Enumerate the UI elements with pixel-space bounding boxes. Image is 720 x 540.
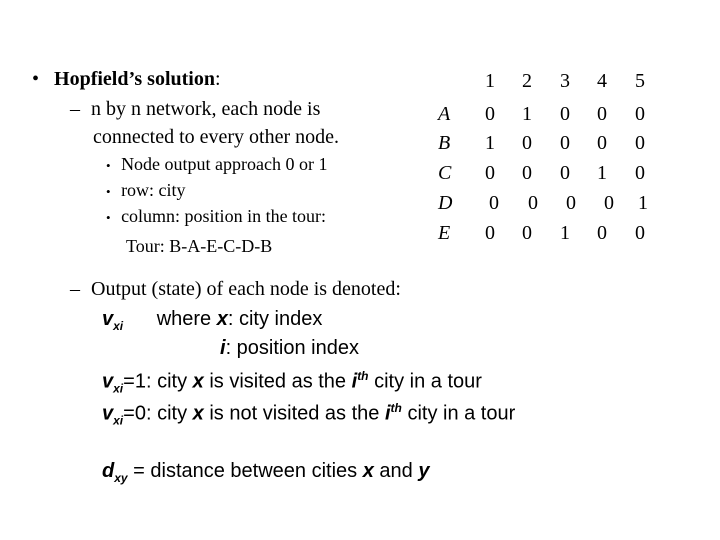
matrix-cell: 0	[485, 162, 495, 184]
matrix-cell: 0	[522, 162, 532, 184]
matrix-cell: 0	[560, 132, 570, 154]
matrix-cell: 1	[638, 192, 648, 214]
item-node-output: • Node output approach 0 or 1	[106, 154, 328, 174]
matrix-cell: 0	[522, 222, 532, 244]
network-line1: n by n network, each node is	[91, 98, 321, 120]
matrix-col-1: 1	[485, 70, 495, 92]
item-row-text: row: city	[121, 180, 186, 200]
item-column: • column: position in the tour:	[106, 206, 327, 226]
matrix-cell: 1	[597, 162, 607, 184]
var-i: i	[220, 337, 226, 359]
dash-marker: –	[70, 278, 80, 300]
hopfield-title: Hopfield’s solution	[54, 68, 215, 90]
city-index-text: : city index	[227, 308, 323, 330]
matrix-cell: 0	[566, 192, 576, 214]
matrix-cell: 0	[635, 222, 645, 244]
matrix-cell: 0	[635, 132, 645, 154]
matrix-cell: 0	[597, 222, 607, 244]
item-column-text: column: position in the tour:	[121, 206, 327, 226]
matrix-cell: 0	[489, 192, 499, 214]
matrix-cell: 0	[560, 103, 570, 125]
where-word: where	[156, 308, 212, 330]
var-y: y	[418, 460, 430, 482]
var-d-sub: xy	[114, 471, 128, 485]
output-text: Output (state) of each node is denoted:	[91, 278, 401, 300]
matrix-row-label-a: A	[438, 103, 451, 125]
matrix-col-5: 5	[635, 70, 645, 92]
var-x: x	[216, 308, 228, 330]
matrix-cell: 0	[522, 132, 532, 154]
matrix-cell: 0	[597, 103, 607, 125]
eq-vxi-where	[102, 308, 322, 333]
matrix-cell: 0	[485, 103, 495, 125]
matrix-cell: 1	[560, 222, 570, 244]
network-line2: connected to every other node.	[93, 126, 340, 148]
matrix-cell: 0	[485, 222, 495, 244]
bullet-marker: •	[32, 68, 40, 90]
matrix-col-2: 2	[522, 70, 532, 92]
matrix-cell: 0	[635, 162, 645, 184]
sub-bullet-output	[70, 278, 401, 301]
matrix-cell: 0	[604, 192, 614, 214]
matrix-cell: 0	[528, 192, 538, 214]
matrix-cell: 0	[597, 132, 607, 154]
position-index-text: : position index	[225, 337, 359, 359]
matrix-cell: 1	[485, 132, 495, 154]
var-d: d	[102, 460, 115, 482]
matrix-cell: 0	[560, 162, 570, 184]
tour-matrix	[430, 70, 670, 250]
matrix-row-label-e: E	[438, 222, 451, 244]
matrix-col-4: 4	[597, 70, 607, 92]
var-v-sub: xi	[113, 319, 124, 333]
matrix-row-label-b: B	[438, 132, 451, 154]
eq-i-position	[220, 337, 359, 360]
var-v: v	[102, 308, 114, 330]
item-row: • row: city	[106, 180, 186, 200]
matrix-row-label-c: C	[438, 162, 452, 184]
eq-not-visited: $v_{xi}=0$: city x is not visited as the $i^{th}$ city in a tour	[102, 401, 516, 428]
eq-one: =1	[123, 370, 146, 393]
tour-text: Tour: B-A-E-C-D-B	[126, 236, 273, 256]
matrix-row-label-d: D	[438, 192, 453, 214]
eq-distance: $d_{xy}$ = distance between cities x and y	[102, 460, 430, 485]
eq-visited: $v_{xi}=1$: city x is visited as the $i^{th}$ city in a tour	[102, 369, 482, 396]
matrix-cell: 1	[522, 103, 532, 125]
eq-zero: =0	[123, 402, 146, 425]
bullet-hopfield	[32, 68, 221, 91]
dash-marker: –	[70, 98, 80, 120]
hopfield-title-colon: :	[214, 68, 221, 90]
matrix-col-3: 3	[560, 70, 570, 92]
matrix-cell: 0	[635, 103, 645, 125]
item-node-output-text: Node output approach 0 or 1	[121, 154, 328, 174]
sub-bullet-network	[70, 98, 320, 121]
